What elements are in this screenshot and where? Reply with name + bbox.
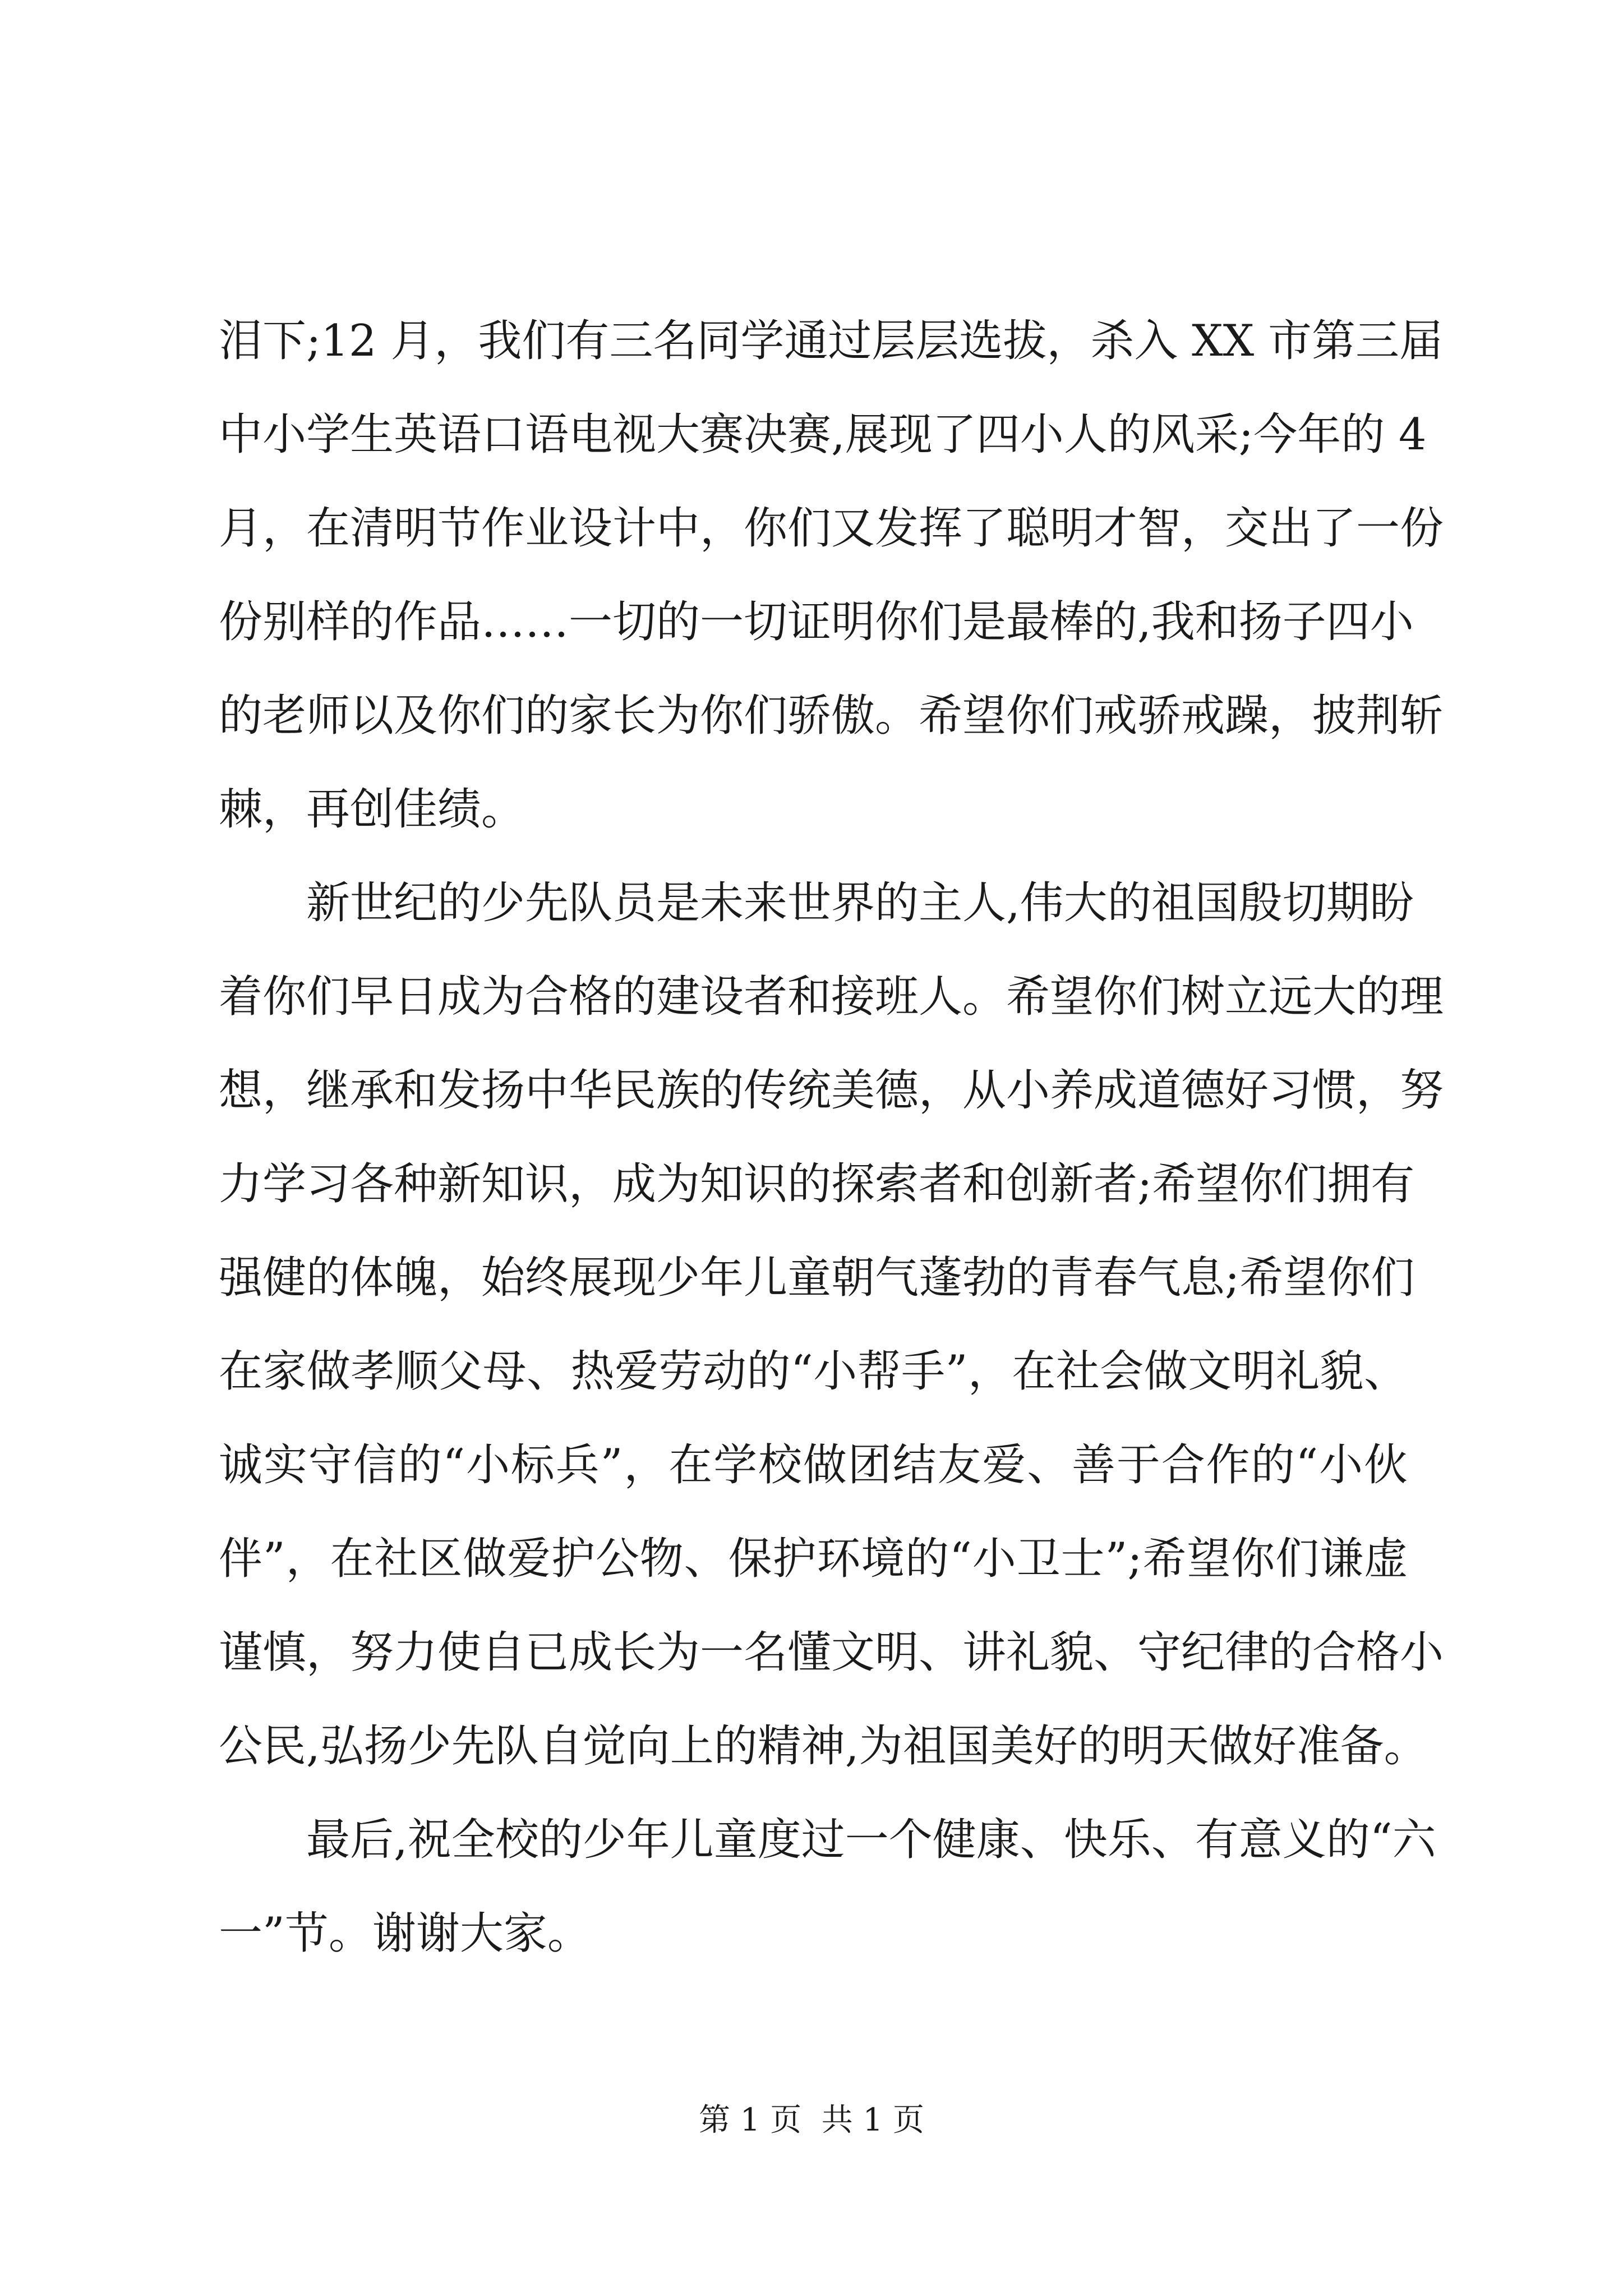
text-line: 最后,祝全校的少年儿童度过一个健康、快乐、有意义的“六 [306,1815,1436,1865]
text-line: 份别样的作品……一切的一切证明你们是最棒的,我和扬子四小 [219,597,1414,647]
page-footer [0,2098,1623,2143]
text-line: 力学习各种新知识，成为知识的探索者和创新者;希望你们拥有 [219,1159,1415,1209]
text-line: 中小学生英语口语电视大赛决赛,展现了四小人的风采;今年的 4 [219,409,1427,460]
text-line: 泪下;12 月，我们有三名同学通过层层选拔，杀入 XX 市第三届 [219,316,1443,366]
text-line: 强健的体魄，始终展现少年儿童朝气蓬勃的青春气息;希望你们 [219,1253,1415,1303]
text-line: 着你们早日成为合格的建设者和接班人。希望你们树立远大的理 [219,972,1444,1022]
text-line: 伴”，在社区做爱护公物、保护环境的“小卫士”;希望你们谦虚 [219,1534,1408,1584]
document-body [219,295,1444,1981]
text-line: 公民,弘扬少先队自觉向上的精神,为祖国美好的明天做好准备。 [219,1721,1428,1772]
text-line: 月，在清明节作业设计中，你们又发挥了聪明才智，交出了一份 [219,503,1444,554]
text-line: 诚实守信的“小标兵”，在学校做团结友爱、善于合作的“小伙 [219,1440,1408,1490]
text-line: 谨慎，努力使自已成长为一名懂文明、讲礼貌、守纪律的合格小 [219,1627,1444,1678]
text-line: 一”节。谢谢大家。 [219,1908,591,1959]
text-line: 在家做孝顺父母、热爱劳动的“小帮手”，在社会做文明礼貌、 [219,1346,1408,1397]
text-line: 棘，再创佳绩。 [219,784,525,835]
page-number-label: 第 1 页 共 1 页 [698,2102,925,2138]
text-line: 新世纪的少先队员是未来世界的主人,伟大的祖国殷切期盼 [306,878,1414,928]
text-line: 的老师以及你们的家长为你们骄傲。希望你们戒骄戒躁，披荆斩 [219,691,1444,741]
text-line: 想，继承和发扬中华民族的传统美德，从小养成道德好习惯，努 [219,1065,1444,1116]
